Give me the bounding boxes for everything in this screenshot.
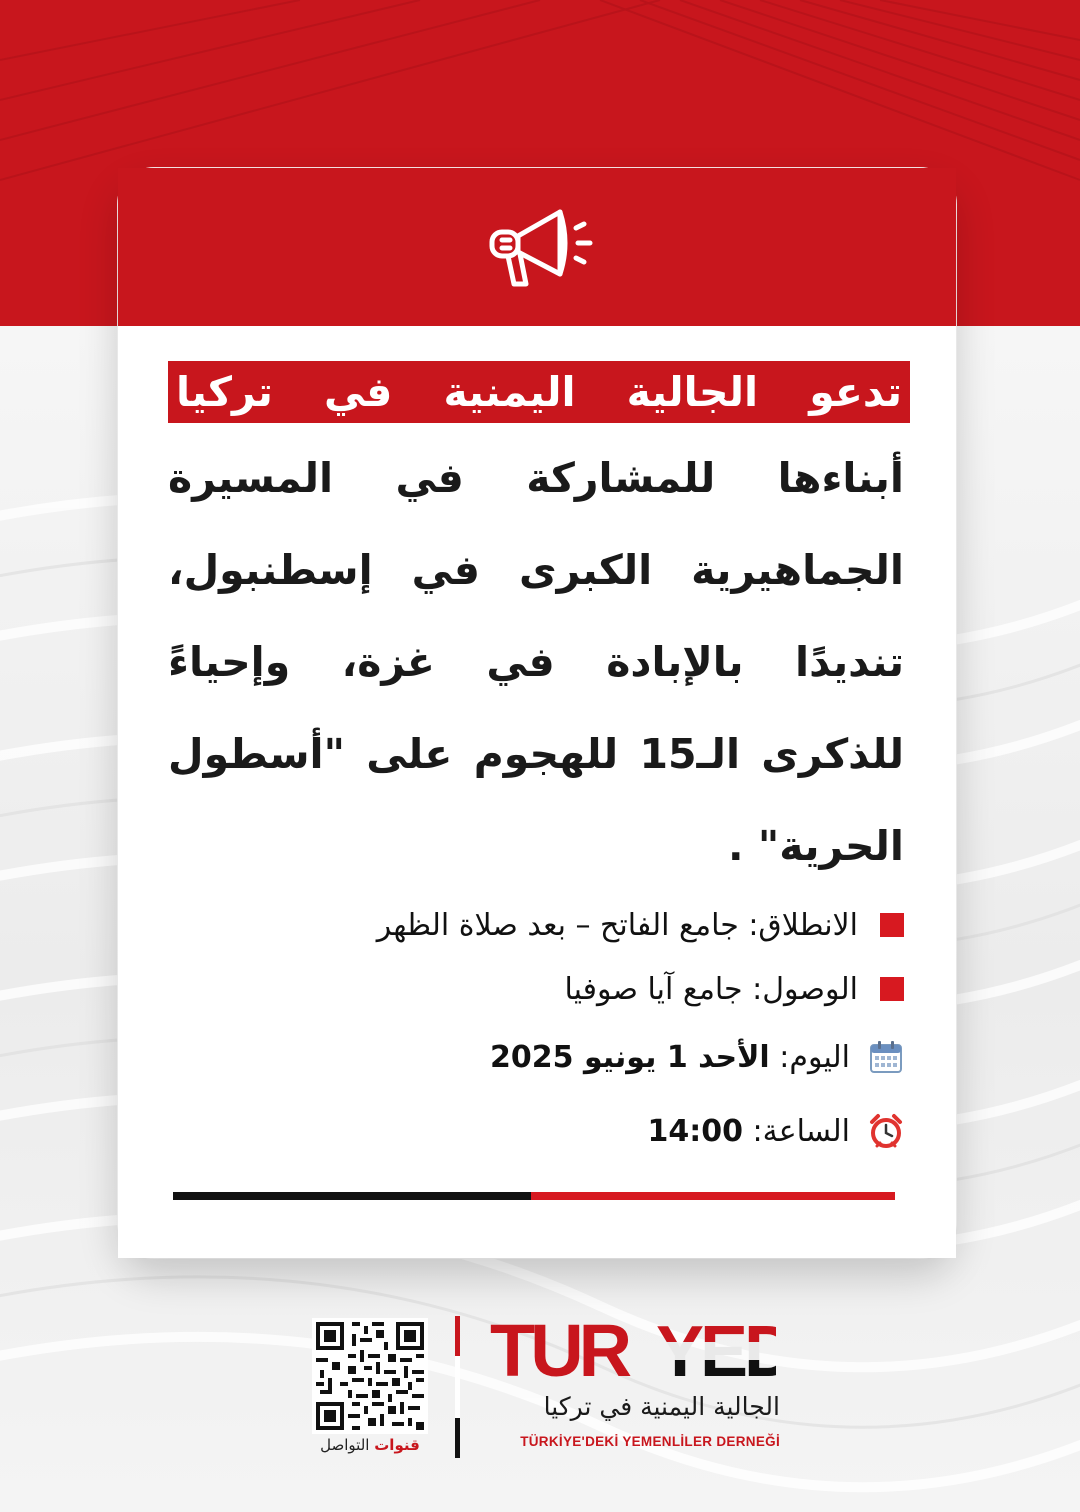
detail-label: الوصول: [752,971,858,1007]
calendar-icon [868,1039,904,1075]
headline: تدعو الجالية اليمنية في تركيا [176,368,902,416]
alarm-clock-icon [868,1113,904,1149]
detail-day [264,1034,904,1080]
detail-time [264,1108,904,1154]
turyed-logo [490,1309,780,1392]
megaphone-icon [480,198,598,298]
logo-tur: TUR [490,1309,628,1392]
detail-label: اليوم: [779,1039,850,1075]
org-name-arabic: الجالية اليمنية في تركيا [543,1392,780,1421]
detail-start [264,902,904,948]
qr-code-image [312,1318,428,1434]
qr-label-suffix: التواصل [320,1436,370,1454]
paragraph-line: الحرية" . [728,822,904,870]
paragraph-line: أبناءها للمشاركة في المسيرة [168,454,904,502]
flag-separator [455,1316,460,1458]
qr-code[interactable] [312,1318,428,1434]
detail-arrival [264,966,904,1012]
paragraph-line: الجماهيرية الكبرى في إسطنبول، [168,546,904,594]
org-name-turkish: TÜRKİYE'DEKİ YEMENLİLER DERNEĞİ [520,1434,780,1449]
detail-label: الانطلاق: [748,907,858,943]
red-square-bullet [880,913,904,937]
logo-yed-flag-letters [656,1320,776,1382]
detail-value: جامع آيا صوفيا [564,971,743,1007]
divider-black-segment [173,1192,531,1200]
detail-label: الساعة: [752,1113,850,1149]
divider-red-segment [531,1192,895,1200]
qr-label-prefix: قنوات [374,1436,420,1454]
card-header [118,168,956,326]
paragraph-line: للذكرى الـ15 للهجوم على "أسطول [168,730,904,778]
detail-value: جامع الفاتح – بعد صلاة الظهر [376,907,739,943]
qr-label [300,1436,440,1454]
paragraph-line: تنديدًا بالإبادة في غزة، وإحياءً [168,638,904,686]
red-square-bullet [880,977,904,1001]
detail-value: 14:00 [647,1113,743,1149]
announcement-card [118,168,956,1258]
detail-value: الأحد 1 يونيو 2025 [490,1039,770,1075]
